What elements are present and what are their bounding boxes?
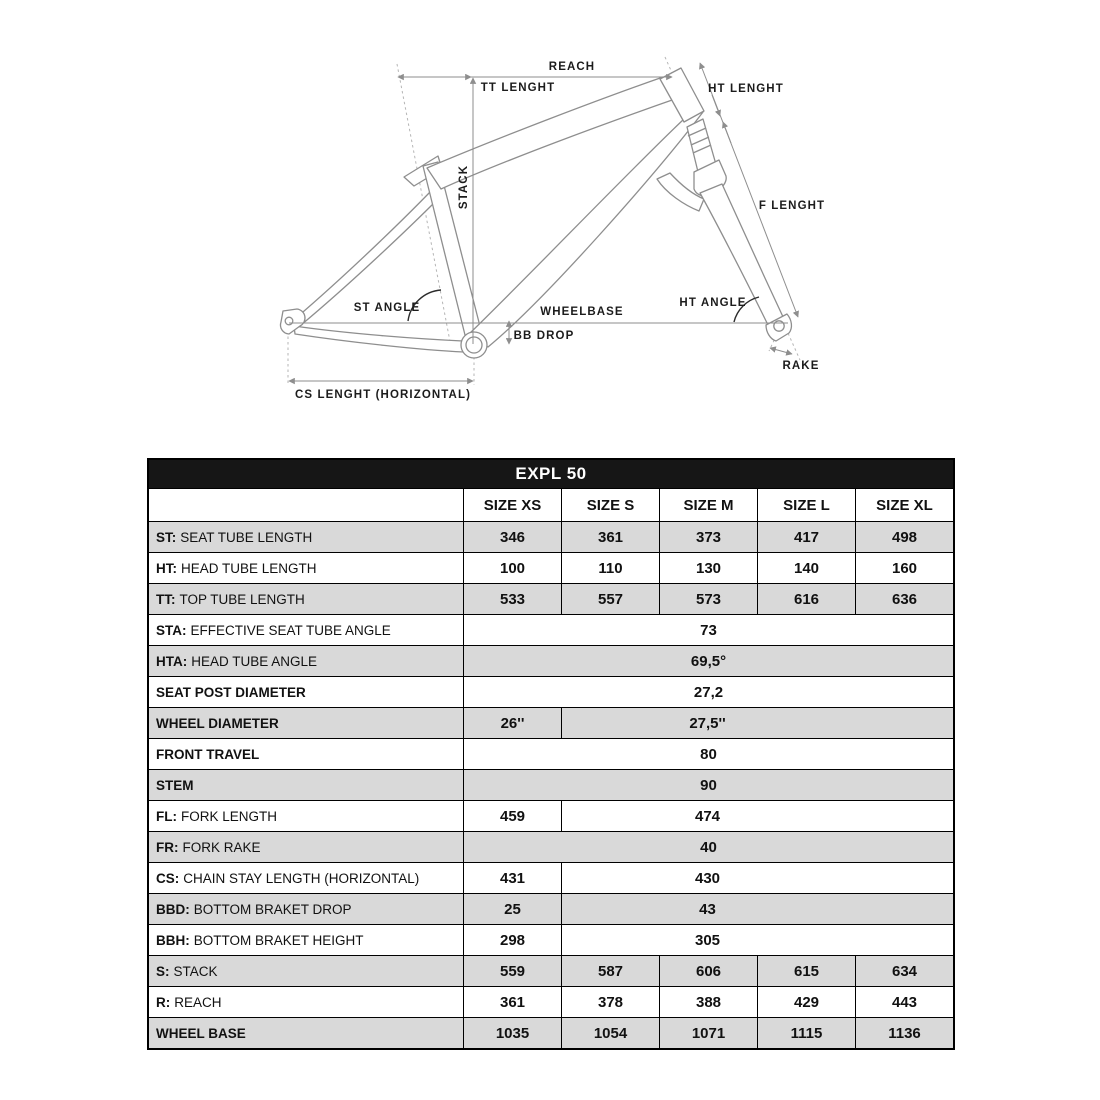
spec-value: 443 [891, 993, 918, 1011]
size-column-header: SIZE XS [463, 489, 561, 521]
spec-value: 606 [695, 962, 722, 980]
spec-value-cell [757, 987, 855, 1017]
table-row [149, 645, 953, 676]
spec-prefix: TT: [156, 591, 176, 607]
spec-value: 27,2 [693, 683, 724, 701]
spec-label-cell [149, 770, 463, 800]
label-ht-length: HT LENGHT [708, 83, 784, 95]
label-st-angle: ST ANGLE [353, 302, 421, 314]
spec-value-cell [561, 925, 953, 955]
spec-value-cell [463, 801, 561, 831]
spec-value: 90 [700, 776, 717, 794]
label-tt-length: TT LENGHT [480, 82, 556, 94]
table-row [149, 893, 953, 924]
spec-value: 100 [499, 559, 526, 577]
spec-value-cell [855, 1018, 953, 1048]
spec-label: REACH [174, 994, 222, 1010]
spec-value: 43 [699, 900, 716, 918]
spec-value-cell [463, 522, 561, 552]
table-title: EXPL 50 [515, 464, 587, 483]
spec-value: 1054 [593, 1024, 628, 1042]
spec-label: WHEEL DIAMETER [156, 715, 279, 731]
spec-value-cell [561, 708, 953, 738]
spec-prefix: FL: [156, 808, 177, 824]
spec-value: 459 [499, 807, 526, 825]
spec-label-cell [149, 987, 463, 1017]
spec-value-cell [659, 522, 757, 552]
table-row [149, 986, 953, 1017]
spec-value-cell [659, 1018, 757, 1048]
spec-value-cell [757, 1018, 855, 1048]
geometry-spec-table [147, 458, 955, 1050]
spec-value: 429 [793, 993, 820, 1011]
label-reach: REACH [548, 61, 596, 73]
label-f-length: F LENGHT [758, 200, 826, 212]
spec-prefix: S: [156, 963, 170, 979]
spec-value: 346 [499, 528, 526, 546]
spec-value-cell [757, 522, 855, 552]
spec-value-cell [463, 956, 561, 986]
table-row [149, 676, 953, 707]
spec-value-cell [561, 863, 953, 893]
spec-prefix: STA: [156, 622, 187, 638]
label-bb-drop: BB DROP [513, 330, 575, 342]
spec-label: CHAIN STAY LENGTH (HORIZONTAL) [183, 870, 420, 886]
spec-value: 417 [793, 528, 820, 546]
spec-value-cell [659, 584, 757, 614]
spec-label-cell [149, 646, 463, 676]
table-title-bar [149, 460, 953, 488]
spec-value-cell [855, 553, 953, 583]
spec-value-cell [659, 956, 757, 986]
spec-value: 388 [695, 993, 722, 1011]
spec-label: STEM [156, 777, 194, 793]
spec-label: HEAD TUBE ANGLE [191, 653, 318, 669]
spec-value: 160 [891, 559, 918, 577]
spec-value: 1071 [691, 1024, 726, 1042]
spec-value: 533 [499, 590, 526, 608]
spec-prefix: HT: [156, 560, 177, 576]
spec-value-cell [561, 956, 659, 986]
spec-rows-container [149, 521, 953, 1048]
label-cs-length: CS LENGHT (HORIZONTAL) [294, 389, 472, 401]
spec-value: 73 [700, 621, 717, 639]
ht-dim-tick-up [723, 122, 731, 143]
rake-dim-line [770, 348, 792, 354]
corner-cell [149, 489, 463, 521]
spec-value: 587 [597, 962, 624, 980]
spec-label: SEAT POST DIAMETER [156, 684, 306, 700]
spec-value: 557 [597, 590, 624, 608]
spec-value-cell [463, 708, 561, 738]
spec-label-cell [149, 956, 463, 986]
spec-value: 25 [504, 900, 521, 918]
spec-prefix: HTA: [156, 653, 188, 669]
spec-value: 559 [499, 962, 526, 980]
spec-label: HEAD TUBE LENGTH [181, 560, 317, 576]
spec-value: 40 [700, 838, 717, 856]
spec-value: 140 [793, 559, 820, 577]
spec-value: 130 [695, 559, 722, 577]
spec-prefix: ST: [156, 529, 177, 545]
spec-value: 1136 [888, 1024, 921, 1042]
seat-tube [423, 162, 483, 343]
spec-value-cell [855, 522, 953, 552]
label-stack: STACK [458, 164, 470, 210]
spec-value: 378 [597, 993, 624, 1011]
size-column-header: SIZE M [659, 489, 757, 521]
table-row [149, 800, 953, 831]
spec-label-cell [149, 925, 463, 955]
spec-label: STACK [173, 963, 218, 979]
spec-label-cell [149, 832, 463, 862]
label-ht-angle: HT ANGLE [679, 297, 747, 309]
spec-value-cell [561, 584, 659, 614]
spec-label: EFFECTIVE SEAT TUBE ANGLE [190, 622, 391, 638]
spec-value-cell [561, 801, 953, 831]
spec-prefix: R: [156, 994, 171, 1010]
spec-label-cell [149, 708, 463, 738]
spec-value: 1115 [790, 1024, 823, 1042]
spec-value-cell [463, 553, 561, 583]
spec-label: BOTTOM BRAKET HEIGHT [193, 932, 364, 948]
rear-axle-hole [285, 317, 293, 325]
table-row [149, 707, 953, 738]
spec-value: 361 [597, 528, 624, 546]
ht-dim-tick-down [712, 95, 720, 116]
spec-label: BOTTOM BRAKET DROP [193, 901, 352, 917]
spec-label-cell [149, 894, 463, 924]
bike-geometry-diagram [0, 0, 1100, 450]
spec-value: 615 [793, 962, 820, 980]
label-rake: RAKE [782, 360, 820, 372]
front-axle-hole [774, 321, 784, 331]
spec-value: 27,5'' [689, 714, 726, 732]
spec-value-cell [757, 584, 855, 614]
size-header-row [149, 488, 953, 521]
spec-value-cell [463, 894, 561, 924]
spec-label-cell [149, 801, 463, 831]
spec-value: 636 [891, 590, 918, 608]
chain-stay [294, 326, 464, 352]
spec-value-cell [757, 956, 855, 986]
size-column-header: SIZE S [561, 489, 659, 521]
spec-value-cell [463, 646, 953, 676]
spec-label: TOP TUBE LENGTH [179, 591, 305, 607]
spec-value: 110 [598, 559, 623, 577]
bike-frame-drawing [280, 68, 791, 358]
spec-value-cell [463, 832, 953, 862]
table-row [149, 614, 953, 645]
spec-value: 69,5° [690, 652, 727, 670]
spec-label-cell [149, 1018, 463, 1048]
table-row [149, 769, 953, 800]
size-column-header: SIZE XL [855, 489, 953, 521]
spec-label: FRONT TRAVEL [156, 746, 260, 762]
spec-value-cell [463, 677, 953, 707]
spec-prefix: CS: [156, 870, 180, 886]
spec-value-cell [561, 1018, 659, 1048]
spec-value: 431 [499, 869, 526, 887]
spec-label-cell [149, 553, 463, 583]
diagram-labels [295, 61, 825, 401]
spec-value: 80 [700, 745, 717, 763]
spec-value-cell [561, 522, 659, 552]
table-row [149, 955, 953, 986]
spec-label-cell [149, 522, 463, 552]
spec-value-cell [855, 987, 953, 1017]
spec-value: 573 [695, 590, 722, 608]
spec-value: 361 [499, 993, 526, 1011]
spec-value-cell [757, 553, 855, 583]
spec-value: 498 [891, 528, 918, 546]
spec-value: 26'' [500, 714, 525, 732]
spec-value-cell [659, 553, 757, 583]
bottom-bracket-hole [466, 337, 482, 353]
spec-label-cell [149, 863, 463, 893]
spec-value-cell [463, 770, 953, 800]
spec-value-cell [561, 894, 953, 924]
spec-value-cell [855, 956, 953, 986]
table-row [149, 583, 953, 614]
table-row [149, 831, 953, 862]
spec-value-cell [561, 987, 659, 1017]
table-row [149, 521, 953, 552]
spec-value: 373 [695, 528, 722, 546]
spec-prefix: BBH: [156, 932, 190, 948]
table-row [149, 924, 953, 955]
spec-value-cell [463, 739, 953, 769]
spec-value-cell [463, 584, 561, 614]
label-wheelbase: WHEELBASE [540, 306, 624, 318]
spec-prefix: FR: [156, 839, 179, 855]
spec-value: 298 [499, 931, 526, 949]
spec-value-cell [463, 987, 561, 1017]
spec-value: 474 [694, 807, 721, 825]
spec-label-cell [149, 739, 463, 769]
spec-value: 305 [694, 931, 721, 949]
spec-prefix: BBD: [156, 901, 190, 917]
spec-label-cell [149, 584, 463, 614]
spec-label-cell [149, 615, 463, 645]
spec-value-cell [463, 615, 953, 645]
spec-value-cell [561, 553, 659, 583]
spec-value: 1035 [495, 1024, 530, 1042]
table-row [149, 862, 953, 893]
spec-value: 616 [793, 590, 820, 608]
spec-label: FORK RAKE [182, 839, 261, 855]
spec-value-cell [855, 584, 953, 614]
spec-value-cell [659, 987, 757, 1017]
table-row [149, 1017, 953, 1048]
spec-label-cell [149, 677, 463, 707]
spec-label: FORK LENGTH [181, 808, 278, 824]
spec-label: SEAT TUBE LENGTH [180, 529, 313, 545]
spec-value: 430 [694, 869, 721, 887]
spec-value-cell [463, 863, 561, 893]
table-row [149, 552, 953, 583]
table-row [149, 738, 953, 769]
spec-value-cell [463, 925, 561, 955]
spec-label: WHEEL BASE [156, 1025, 246, 1041]
spec-value: 634 [891, 962, 918, 980]
size-column-header: SIZE L [757, 489, 855, 521]
spec-value-cell [463, 1018, 561, 1048]
